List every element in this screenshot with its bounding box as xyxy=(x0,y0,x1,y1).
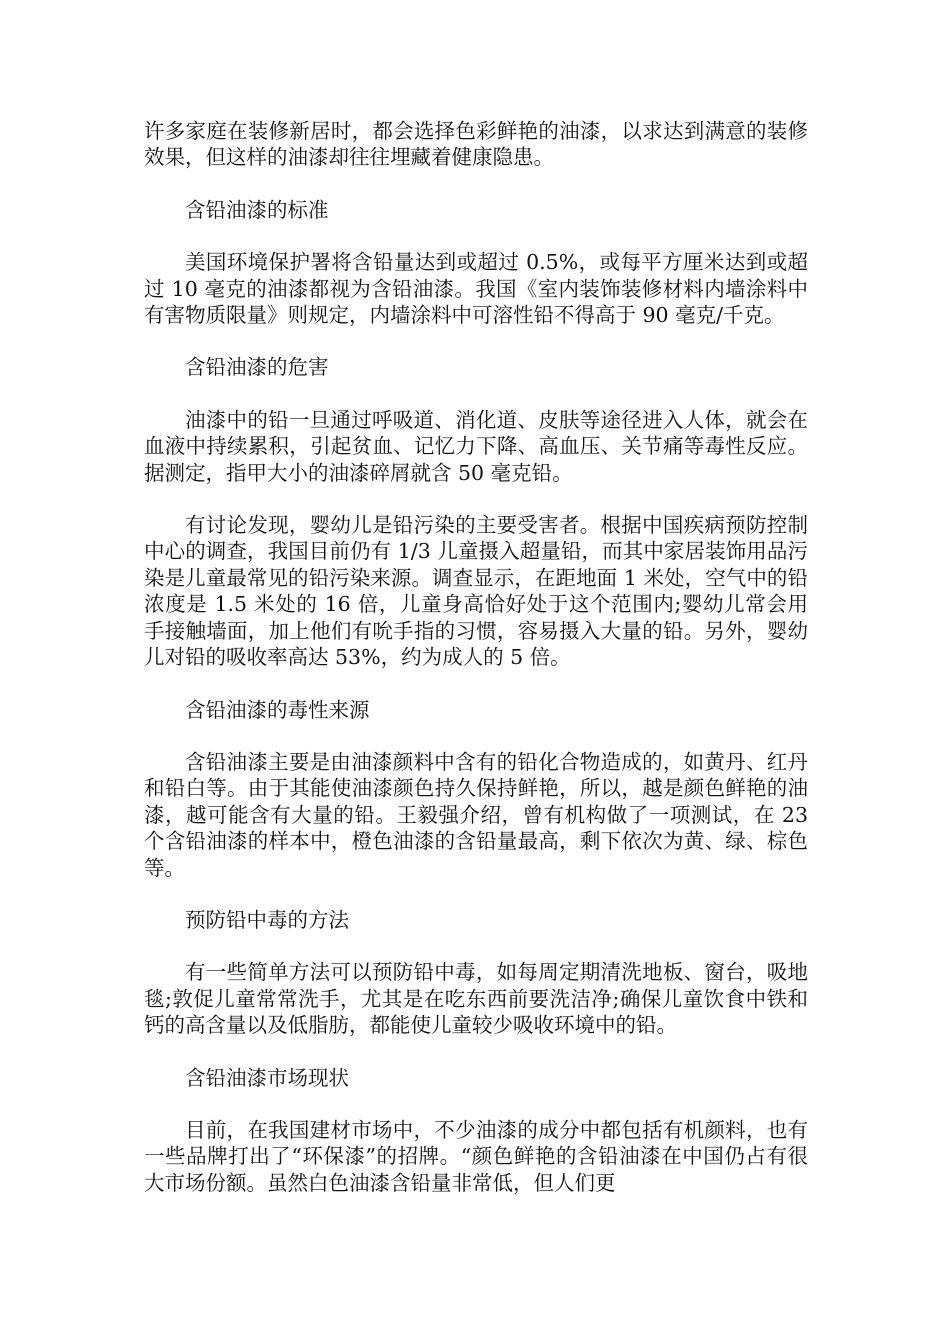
body-paragraph-standard: 美国环境保护署将含铅量达到或超过 0.5%，或每平方厘米达到或超过 10 毫克的油漆都视为含铅油漆。我国《室内装饰装修材料内墙涂料中有害物质限量》则规定，内墙涂料中可溶性铅不得高于 90 毫克/千克。 xyxy=(144,250,808,328)
body-paragraph-harm-2: 有讨论发现，婴幼儿是铅污染的主要受害者。根据中国疾病预防控制中心的调查，我国目前仍有 1/3 儿童摄入超量铅，而其中家居装饰用品污染是儿童最常见的铅污染来源。调查显示，在距地面 1 米处，空气中的铅浓度是 1.5 米处的 16 倍，儿童身高恰好处于这个范围内;婴幼儿常会用手接触墙面，加上他们有吮手指的习惯，容易摄入大量的铅。另外，婴幼儿对铅的吸收率高达 53%，约为成人的 5 倍。 xyxy=(144,513,808,670)
intro-paragraph: 许多家庭在装修新居时，都会选择色彩鲜艳的油漆，以求达到满意的装修效果，但这样的油漆却往往埋藏着健康隐患。 xyxy=(144,119,808,170)
body-paragraph-market: 目前，在我国建材市场中，不少油漆的成分中都包括有机颜料，也有一些品牌打出了“环保漆”的招牌。“颜色鲜艳的含铅油漆在中国仍占有很大市场份额。虽然白色油漆含铅量非常低，但人们更 xyxy=(144,1117,808,1195)
body-paragraph-harm-1: 油漆中的铅一旦通过呼吸道、消化道、皮肤等途径进入人体，就会在血液中持续累积，引起贫血、记忆力下降、高血压、关节痛等毒性反应。据测定，指甲大小的油漆碎屑就含 50 毫克铅。 xyxy=(144,407,808,485)
section-heading-harm: 含铅油漆的危害 xyxy=(185,355,329,380)
section-heading-standard: 含铅油漆的标准 xyxy=(185,197,329,222)
section-heading-toxicity-source: 含铅油漆的毒性来源 xyxy=(185,697,370,722)
body-paragraph-toxicity-source: 含铅油漆主要是由油漆颜料中含有的铅化合物造成的，如黄丹、红丹和铅白等。由于其能使油漆颜色持久保持鲜艳，所以，越是颜色鲜艳的油漆，越可能含有大量的铅。王毅强介绍，曾有机构做了一项测试，在 23 个含铅油漆的样本中，橙色油漆的含铅量最高，剩下依次为黄、绿、棕色等。 xyxy=(144,749,808,880)
article-body xyxy=(144,118,808,1222)
section-heading-prevention: 预防铅中毒的方法 xyxy=(185,907,349,932)
section-heading-market: 含铅油漆市场现状 xyxy=(185,1065,349,1090)
body-paragraph-prevention: 有一些简单方法可以预防铅中毒，如每周定期清洗地板、窗台，吸地毯;敦促儿童常常洗手，尤其是在吃东西前要洗洁净;确保儿童饮食中铁和钙的高含量以及低脂肪，都能使儿童较少吸收环境中的铅。 xyxy=(144,960,808,1038)
